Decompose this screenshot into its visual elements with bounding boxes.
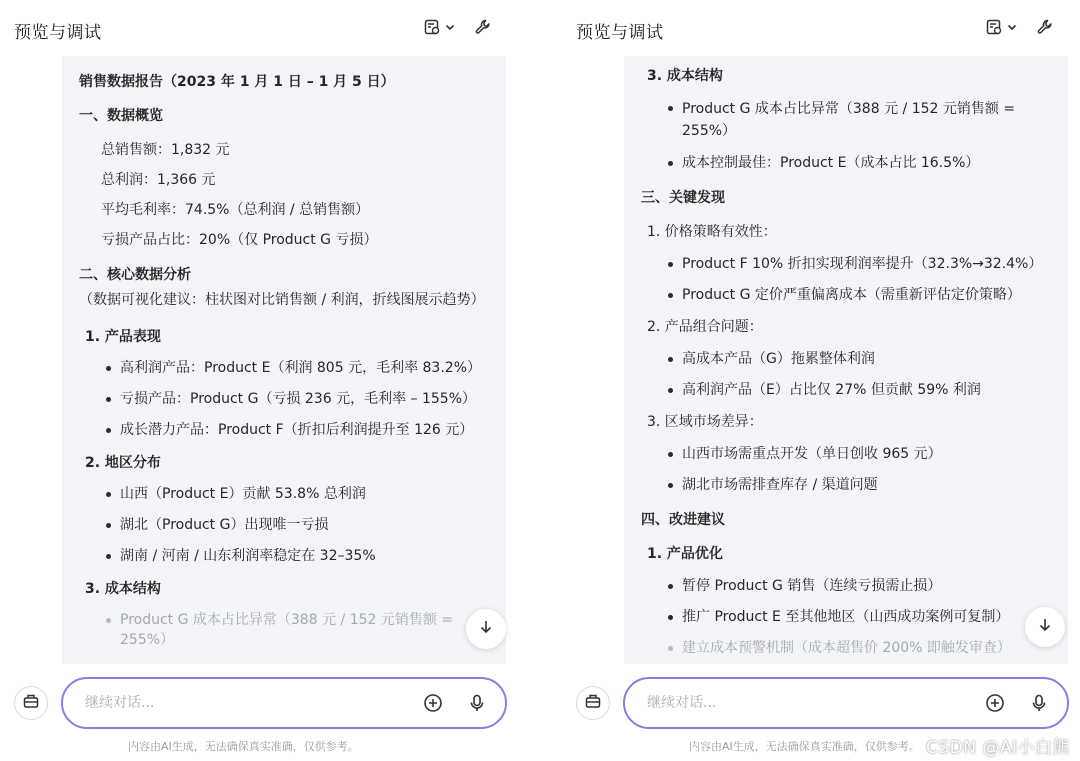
section-heading: 四、改进建议	[641, 512, 725, 528]
bullet-item: 山西（Product E）贡献 53.8% 总利润	[79, 484, 488, 504]
bullet-item: 推广 Product E 至其他地区（山西成功案例可复制）	[641, 607, 1050, 627]
bullet-item-faded: 建立成本预警机制（成本超售价 200% 即触发审查）	[641, 638, 1050, 658]
section-note: （数据可视化建议：柱状图对比销售额 / 利润，折线图展示趋势）	[79, 292, 485, 308]
subsection-heading: 3. 成本结构	[85, 581, 161, 597]
subsection-heading: 1. 产品优化	[647, 546, 723, 562]
chevron-down-icon	[1006, 21, 1018, 33]
ai-disclaimer: 内容由AI生成，无法确保真实准确，仅供参考。	[128, 740, 359, 753]
bullet-item: 亏损产品：Product G（亏损 236 元，毛利率 – 155%）	[79, 389, 488, 409]
toolbox-button[interactable]	[14, 686, 48, 720]
section-heading: 一、数据概览	[79, 108, 163, 124]
message-content	[62, 56, 506, 664]
report-title: 销售数据报告（2023 年 1 月 1 日 – 1 月 5 日）	[79, 74, 395, 90]
header	[14, 12, 506, 48]
scroll-to-bottom-button[interactable]	[1025, 607, 1065, 647]
chevron-down-icon	[444, 21, 456, 33]
bullet-item-faded: Product G 成本占比异常（388 元 / 152 元销售额 = 255%）	[79, 610, 488, 650]
header	[576, 12, 1068, 48]
watermark: CSDN @AI小白熊	[925, 738, 1070, 758]
voice-input-button[interactable]	[463, 689, 491, 717]
arrow-down-icon	[1037, 617, 1053, 637]
chat-input-box	[623, 677, 1069, 729]
list-item	[79, 200, 488, 220]
bullet-item: 高利润产品（E）占比仅 27% 但贡献 59% 利润	[641, 380, 1050, 400]
bullet-item: 高成本产品（G）拖累整体利润	[641, 349, 1050, 369]
add-attachment-button[interactable]	[981, 689, 1009, 717]
bullet-item: 湖南 / 河南 / 山东利润率稳定在 32–35%	[79, 546, 488, 566]
bullet-item: 山西市场需重点开发（单日创收 965 元）	[641, 444, 1050, 464]
page-title: 预览与调试	[576, 22, 664, 43]
wrench-icon[interactable]	[1036, 18, 1054, 36]
add-attachment-button[interactable]	[419, 689, 447, 717]
bullet-item: 湖北（Product G）出现唯一亏损	[79, 515, 488, 535]
chat-input-box	[61, 677, 507, 729]
bullet-item: 成长潜力产品：Product F（折扣后利润提升至 126 元）	[79, 420, 488, 440]
header-tools	[985, 18, 1054, 36]
message-content	[624, 56, 1068, 664]
section-heading: 三、关键发现	[641, 190, 725, 206]
chat-input[interactable]	[647, 695, 965, 711]
section-heading: 二、核心数据分析	[79, 267, 191, 283]
scroll-to-bottom-button[interactable]	[466, 609, 506, 649]
view-mode-dropdown[interactable]	[985, 18, 1018, 36]
subsection-heading: 1. 产品表现	[85, 329, 161, 345]
bullet-item: Product G 定价严重偏离成本（需重新评估定价策略）	[641, 285, 1050, 305]
list-item	[79, 170, 488, 190]
toolbox-icon	[22, 692, 40, 714]
left-panel	[0, 0, 520, 761]
list-item-text: 亏损产品占比：20%（仅 Product G 亏损）	[101, 232, 378, 248]
list-item	[79, 230, 488, 250]
finding-heading: 1. 价格策略有效性：	[647, 224, 777, 240]
view-mode-dropdown[interactable]	[423, 18, 456, 36]
bullet-item: 成本控制最佳：Product E（成本占比 16.5%）	[641, 153, 1050, 173]
microphone-icon	[1029, 693, 1049, 713]
header-tools	[423, 18, 492, 36]
toolbox-button[interactable]	[576, 686, 610, 720]
bullet-item: 湖北市场需排查库存 / 渠道问题	[641, 475, 1050, 495]
subsection-heading: 3. 成本结构	[647, 68, 723, 84]
ai-disclaimer: 内容由AI生成，无法确保真实准确，仅供参考。	[689, 740, 920, 753]
microphone-icon	[467, 693, 487, 713]
finding-heading: 2. 产品组合问题：	[647, 319, 763, 335]
chat-input[interactable]	[85, 695, 403, 711]
toolbox-icon	[584, 692, 602, 714]
bullet-item: Product G 成本占比异常（388 元 / 152 元销售额 = 255%）	[641, 98, 1050, 142]
arrow-down-icon	[478, 619, 494, 639]
bullet-item: 高利润产品：Product E（利润 805 元，毛利率 83.2%）	[79, 358, 488, 378]
voice-input-button[interactable]	[1025, 689, 1053, 717]
list-item-text: 总利润：1,366 元	[101, 172, 216, 188]
finding-heading: 3. 区域市场差异：	[647, 414, 763, 430]
bullet-item: 暂停 Product G 销售（连续亏损需止损）	[641, 576, 1050, 596]
list-item-text: 总销售额：1,832 元	[101, 142, 230, 158]
page-title: 预览与调试	[14, 22, 102, 43]
plus-circle-icon	[985, 693, 1005, 713]
bullet-item: Product F 10% 折扣实现利润率提升（32.3%→32.4%）	[641, 254, 1050, 274]
list-item	[79, 140, 488, 160]
document-settings-icon	[985, 18, 1003, 36]
list-item-text: 平均毛利率：74.5%（总利润 / 总销售额）	[101, 202, 370, 218]
document-settings-icon	[423, 18, 441, 36]
subsection-heading: 2. 地区分布	[85, 455, 161, 471]
plus-circle-icon	[423, 693, 443, 713]
right-panel	[562, 0, 1080, 761]
wrench-icon[interactable]	[474, 18, 492, 36]
